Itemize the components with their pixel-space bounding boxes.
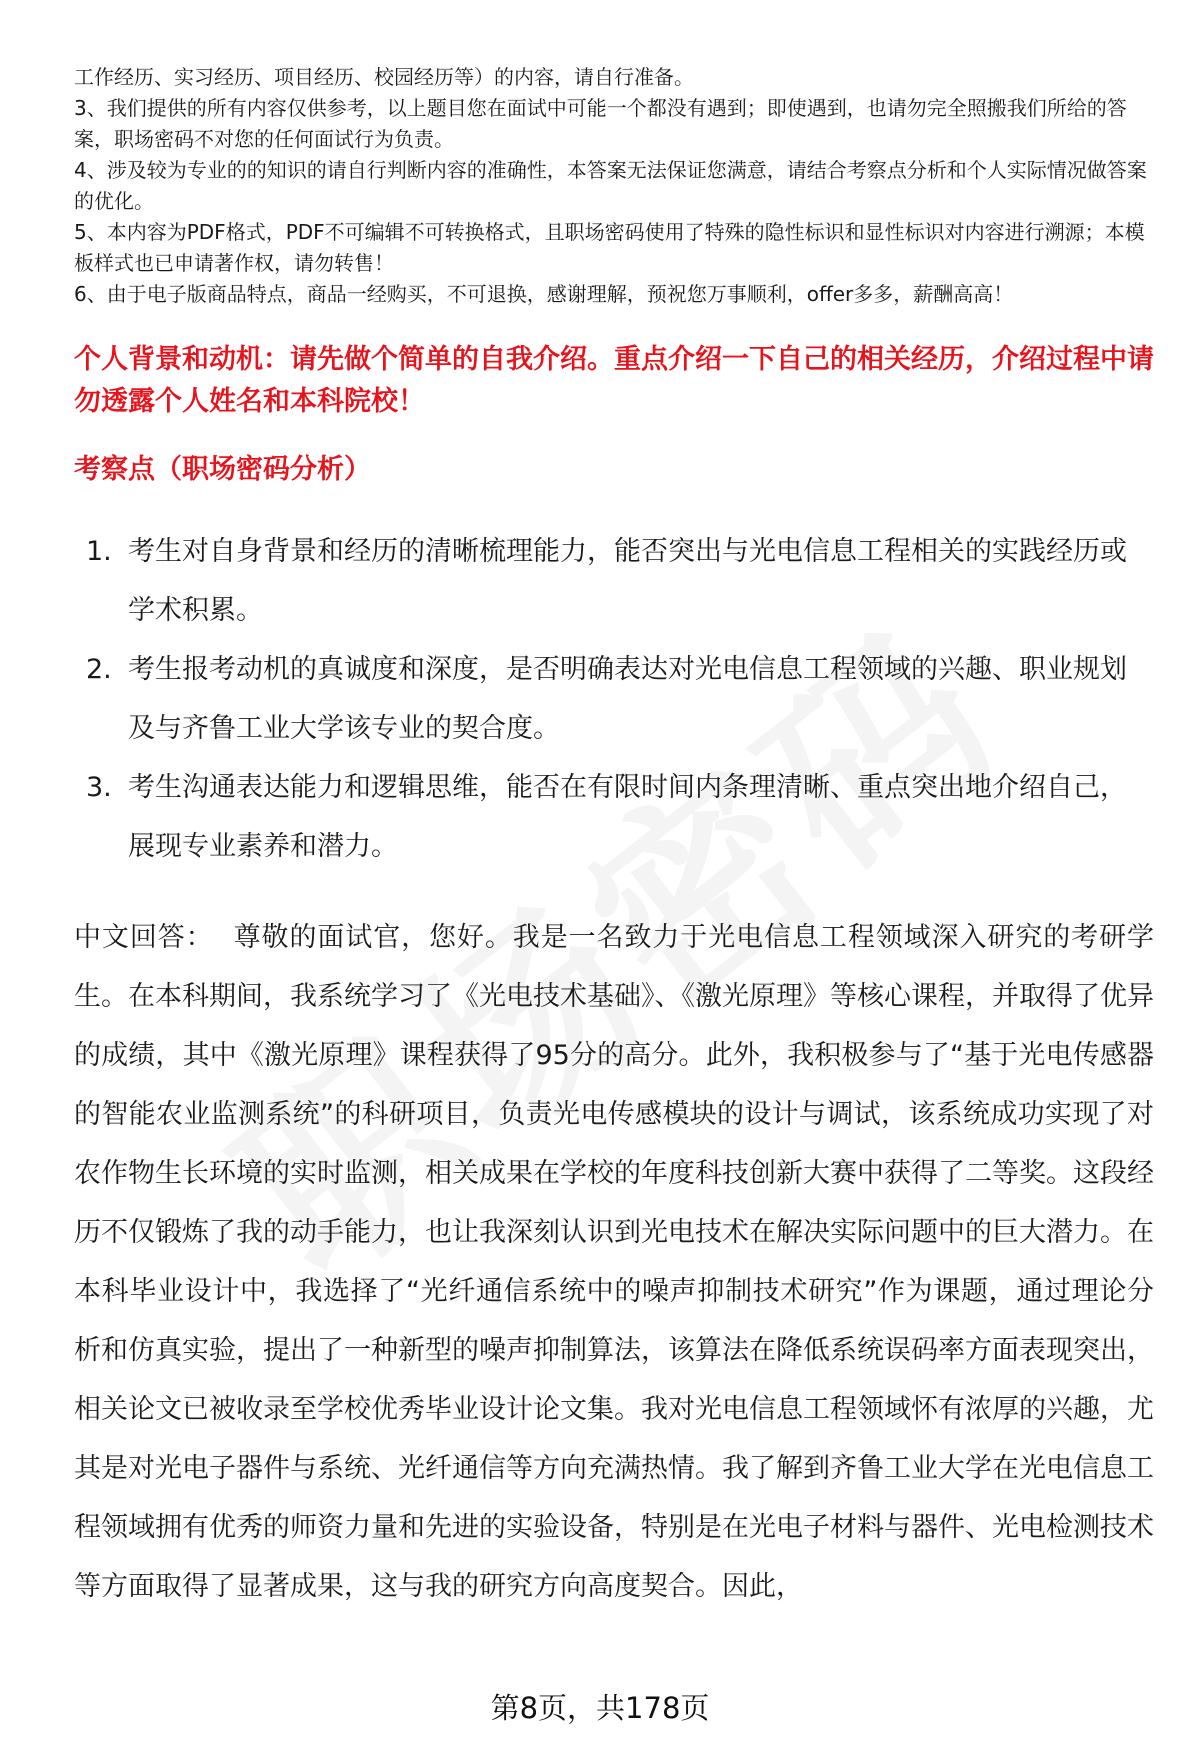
answer-label: 中文回答： — [74, 922, 214, 953]
point-text: 考生沟通表达能力和逻辑思维，能否在有限时间内条理清晰、重点突出地介绍自己，展现专业素养和潜力。 — [128, 772, 1127, 862]
note-line: 5、本内容为PDF格式，PDF不可编辑不可转换格式，且职场密码使用了特殊的隐性标识和显性标识对内容进行溯源；本模板样式也已申请著作权，请勿转售！ — [74, 220, 1145, 275]
analysis-point — [86, 522, 1152, 640]
point-number: 3. — [86, 772, 112, 803]
point-number: 2. — [86, 654, 112, 685]
question-title: 个人背景和动机：请先做个简单的自我介绍。重点介绍一下自己的相关经历，介绍过程中请勿透露个人姓名和本科院校！ — [74, 344, 1154, 417]
point-text: 考生报考动机的真诚度和深度，是否明确表达对光电信息工程领域的兴趣、职业规划及与齐鲁工业大学该专业的契合度。 — [128, 654, 1127, 744]
analysis-title: 考察点（职场密码分析） — [74, 454, 371, 485]
note-line: 6、由于电子版商品特点，商品一经购买，不可退换，感谢理解，预祝您万事顺利，offer多多，薪酬高高！ — [74, 282, 1014, 306]
note-line: 4、涉及较为专业的的知识的请自行判断内容的准确性，本答案无法保证您满意，请结合考察点分析和个人实际情况做答案的优化。 — [74, 158, 1147, 213]
note-line: 3、我们提供的所有内容仅供参考，以上题目您在面试中可能一个都没有遇到；即使遇到，也请勿完全照搬我们所给的答案，职场密码不对您的任何面试行为负责。 — [74, 96, 1127, 151]
note-line: 工作经历、实习经历、项目经历、校园经历等）的内容，请自行准备。 — [74, 65, 694, 89]
answer-paragraph — [74, 908, 1154, 1616]
point-text: 考生对自身背景和经历的清晰梳理能力，能否突出与光电信息工程相关的实践经历或学术积累。 — [128, 536, 1127, 626]
analysis-point — [86, 758, 1152, 876]
analysis-points — [86, 522, 1152, 876]
notes-block — [74, 62, 1154, 310]
answer-text: 尊敬的面试官，您好。我是一名致力于光电信息工程领域深入研究的考研学生。在本科期间，我系统学习了《光电技术基础》、《激光原理》等核心课程，并取得了优异的成绩，其中《激光原理》课程获得了95分的高分。此外，我积极参与了“基于光电传感器的智能农业监测系统”的科研项目，负责光电传感模块的设计与调试，该系统成功实现了对农作物生长环境的实时监测，相关成果在学校的年度科技创新大赛中获得了二等奖。这段经历不仅锻炼了我的动手能力，也让我深刻认识到光电技术在解决实际问题中的巨大潜力。在本科毕业设计中，我选择了“光纤通信系统中的噪声抑制技术研究”作为课题，通过理论分析和仿真实验，提出了一种新型的噪声抑制算法，该算法在降低系统误码率方面表现突出，相关论文已被收录至学校优秀毕业设计论文集。我对光电信息工程领域怀有浓厚的兴趣，尤其是对光电子器件与系统、光纤通信等方向充满热情。我了解到齐鲁工业大学在光电信息工程领域拥有优秀的师资力量和先进的实验设备，特别是在光电子材料与器件、光电检测技术等方面取得了显著成果，这与我的研究方向高度契合。因此， — [74, 922, 1155, 1602]
analysis-point — [86, 640, 1152, 758]
point-number: 1. — [86, 536, 112, 567]
page-footer: 第8页，共178页 — [490, 1691, 710, 1725]
